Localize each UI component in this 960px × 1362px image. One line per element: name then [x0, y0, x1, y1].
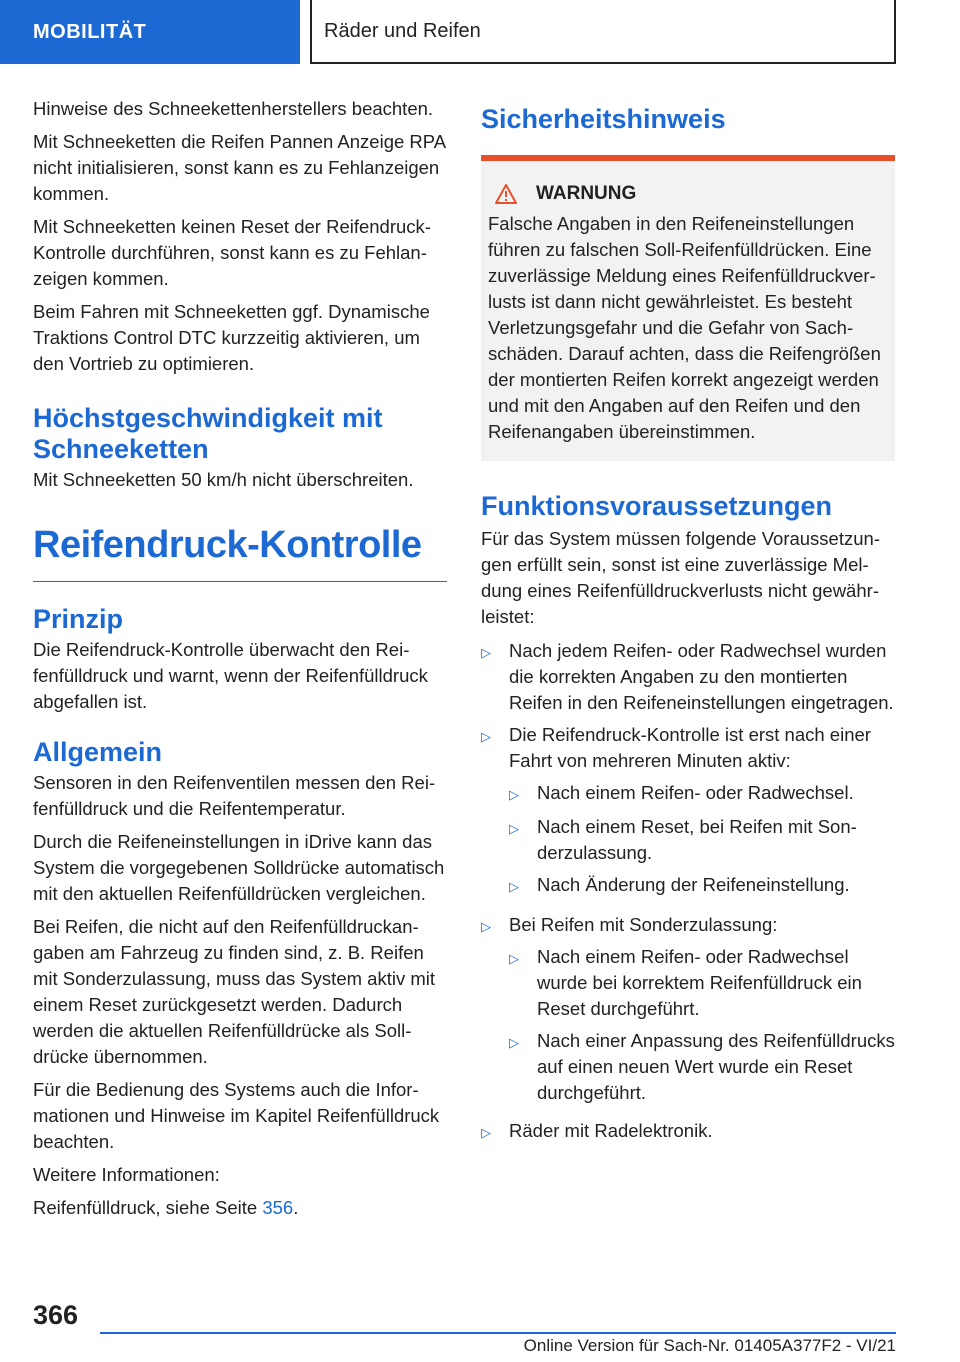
footer-divider [100, 1332, 896, 1334]
paragraph: Mit Schneeketten die Reifen Pannen Anzeige RPA nicht initialisieren, sonst kann es zu Fehlanzeigen kommen. [33, 131, 446, 204]
list-item: ▷ Nach einer Anpassung des Reifenfülldrucks auf einen neuen Wert wurde ein Reset durchgeführt. [509, 1028, 895, 1106]
warning-header [488, 183, 887, 205]
right-column [481, 96, 895, 1152]
list-item: ▷ Bei Reifen mit Sonderzulassung: ▷ Nach einem Reifen- oder Radwechsel wurde bei korrektem Reifenfülldruck ein Reset durchgeführt. ▷ Nach einer Anpassung des Reifenfülldrucks auf einen neuen Wert wurde ein Reset durchgeführt. [481, 912, 895, 1112]
bullet-arrow-icon: ▷ [509, 787, 519, 802]
paragraph: Die Reifendruck-Kontrolle überwacht den Reifenfülldruck und warnt, wenn der Reifenfülldruck abgefallen ist. [33, 639, 428, 712]
main-heading: Reifendruck-Kontrolle [33, 524, 422, 566]
paragraph: Für die Bedienung des Systems auch die Informationen und Hinweise im Kapitel Reifenfülldruck beachten. [33, 1079, 440, 1152]
page-reference-link[interactable]: 356 [262, 1197, 294, 1218]
list-item: ▷ Räder mit Radelektronik. [481, 1118, 895, 1146]
warning-text: Falsche Angaben in den Reifeneinstellungen führen zu falschen Soll-Reifenfülldrücken. Eine zuverlässige Meldung eines Reifenfülldruckverlusts ist dann nicht gewährleistet. Es besteht Verletzungsgefahr und die Gefahr von Sachschäden. Darauf achten, dass die Reifengrößen der montierten Reifen korrekt angezeigt werden und mit den Angaben auf den Reifen und den Reifenangaben übereinstimmen. [488, 213, 881, 442]
heading-safety: Sicherheitshinweis [481, 104, 726, 134]
heading-speed: Höchstgeschwindigkeit mit Schneeketten [33, 403, 383, 464]
bullet-arrow-icon: ▷ [509, 821, 519, 836]
main-heading-block [33, 523, 447, 582]
list-item: ▷ Die Reifendruck-Kontrolle ist erst nach einer Fahrt von mehreren Minuten aktiv: ▷ Nach einem Reifen- oder Radwechsel. ▷ Nach einem Reset, bei Reifen mit Sonderzulassung. ▷ Nach Änderung der Reifeneinstellung. [481, 722, 895, 906]
section-tab [0, 0, 300, 64]
reference-end: . [293, 1197, 299, 1218]
page-number: 366 [33, 1300, 79, 1330]
warning-title: WARNUNG [536, 183, 637, 204]
list-item: ▷ Nach Änderung der Reifeneinstellung. [509, 872, 895, 900]
sub-list [509, 944, 895, 1106]
heading-functions: Funktionsvoraussetzungen [481, 491, 833, 521]
bullet-arrow-icon: ▷ [509, 1035, 519, 1050]
reference-text: Reifenfülldruck, siehe Seite [33, 1197, 263, 1218]
bullet-arrow-icon: ▷ [481, 729, 491, 744]
bullet-arrow-icon: ▷ [481, 1125, 491, 1140]
heading-allgemein: Allgemein [33, 737, 163, 767]
warning-box [481, 155, 895, 461]
paragraph: Mit Schneeketten 50 km/h nicht überschreiten. [33, 469, 414, 490]
footer-version: Online Version für Sach-Nr. 01405A377F2 - VI/21 [523, 1336, 896, 1355]
section-title: MOBILITÄT [33, 20, 147, 43]
paragraph: Bei Reifen, die nicht auf den Reifenfülldruckangaben am Fahrzeug zu finden sind, z. B. Reifen mit Sonderzulassung, muss das System aktiv mit einem Reset zurückgesetzt werden. Dadurch werden die aktuellen Reifenfülldrücke als Solldrücke übernommen. [33, 916, 436, 1067]
list-item: ▷ Nach jedem Reifen- oder Radwechsel wurden die korrekten Angaben zu den montierten Reifen in den Reifeneinstellungen eingetragen. [481, 638, 895, 716]
bullet-arrow-icon: ▷ [481, 645, 491, 660]
bullet-arrow-icon: ▷ [509, 951, 519, 966]
paragraph: Hinweise des Schneekettenherstellers beachten. [33, 98, 434, 119]
paragraph: Für das System müssen folgende Voraussetzungen erfüllt sein, sonst ist eine zuverlässige Meldung eines Reifenfülldruckverlusts nicht gewährleistet: [481, 528, 880, 627]
heading-prinzip: Prinzip [33, 604, 124, 634]
bullet-arrow-icon: ▷ [509, 879, 519, 894]
paragraph: Beim Fahren mit Schneeketten ggf. Dynamische Traktions Control DTC kurzzeitig aktivieren, um den Vortrieb zu optimieren. [33, 301, 430, 374]
list-item: ▷ Nach einem Reifen- oder Radwechsel. [509, 780, 895, 808]
warning-triangle-icon [495, 184, 517, 204]
list-item: ▷ Nach einem Reifen- oder Radwechsel wurde bei korrektem Reifenfülldruck ein Reset durchgeführt. [509, 944, 895, 1022]
reference-paragraph [33, 1195, 447, 1221]
list-item: ▷ Nach einem Reset, bei Reifen mit Sonderzulassung. [509, 814, 895, 866]
chapter-title: Räder und Reifen [324, 19, 481, 42]
paragraph: Weitere Informationen: [33, 1164, 220, 1185]
paragraph: Durch die Reifeneinstellungen in iDrive kann das System die vorgegebenen Solldrücke automatisch mit den aktuellen Reifenfülldrücken vergleichen. [33, 831, 445, 904]
sub-list [509, 780, 895, 900]
bullet-arrow-icon: ▷ [481, 919, 491, 934]
requirements-list [481, 638, 895, 1146]
left-column [33, 96, 447, 1228]
chapter-tab [310, 0, 896, 64]
paragraph: Mit Schneeketten keinen Reset der Reifendruck-Kontrolle durchführen, sonst kann es zu Fehlanzeigen kommen. [33, 216, 431, 289]
paragraph: Sensoren in den Reifenventilen messen den Reifenfülldruck und die Reifentemperatur. [33, 772, 436, 819]
